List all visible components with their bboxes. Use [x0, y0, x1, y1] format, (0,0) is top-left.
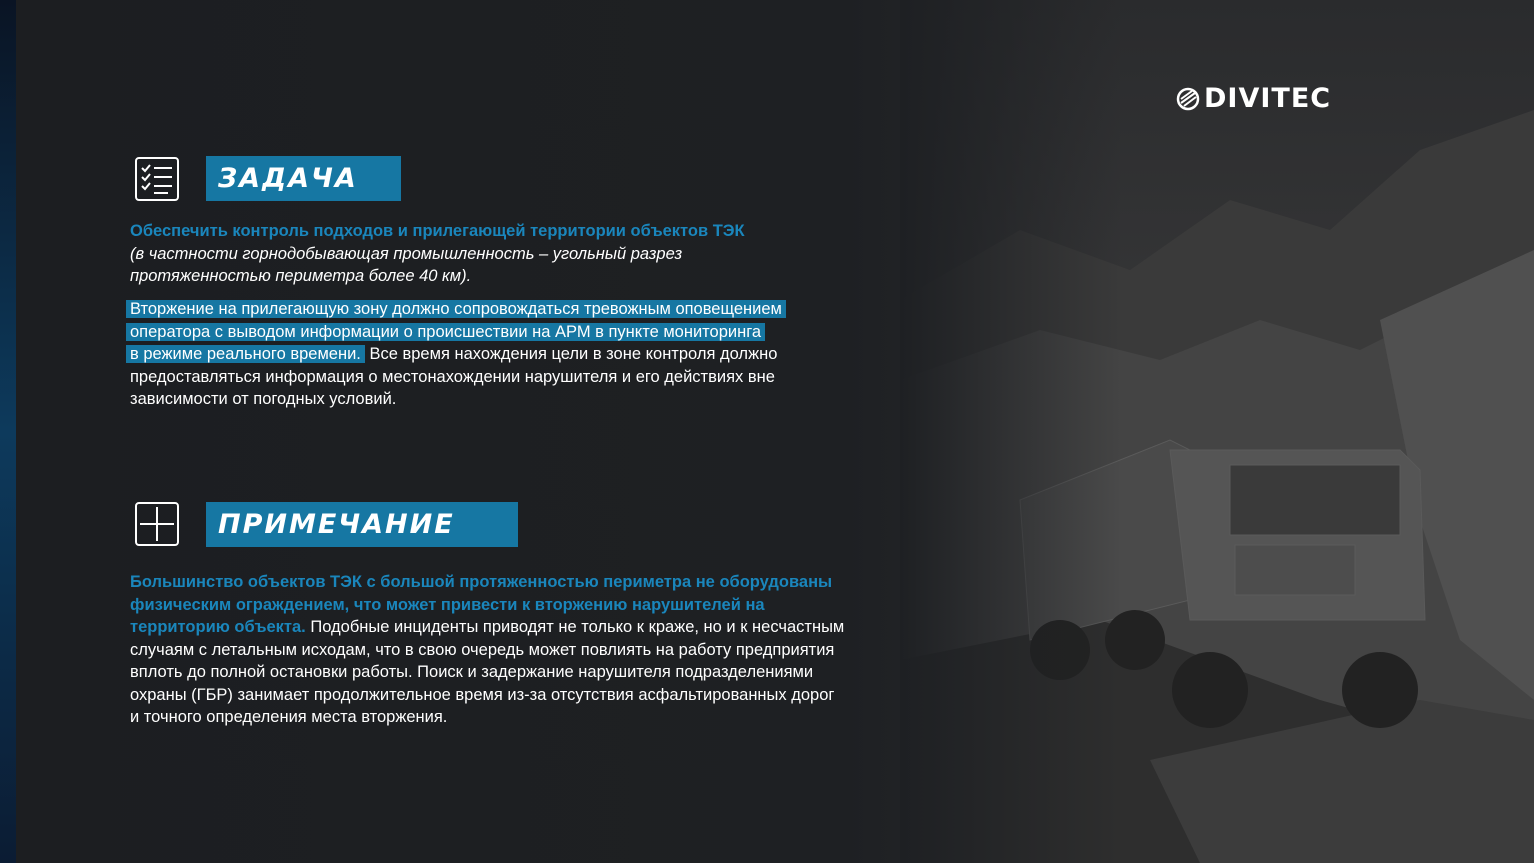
checklist-icon — [134, 156, 180, 202]
task-italic-line: (в частности горнодобывающая промышленность – угольный разрез — [130, 244, 683, 263]
mining-truck-photo — [900, 0, 1534, 863]
note-lead-line: территорию объекта. — [130, 618, 306, 636]
task-highlight-line: Вторжение на прилегающую зону должно сопровождаться тревожным оповещением — [126, 300, 786, 318]
left-edge-accent — [0, 0, 16, 863]
divitec-logo — [1176, 84, 1331, 114]
task-body — [130, 298, 786, 411]
plus-square-icon — [134, 501, 180, 547]
note-heading: ПРИМЕЧАНИЕ — [206, 502, 518, 547]
note-tail-line: вплоть до полной остановки работы. Поиск и задержание нарушителя подразделениями — [130, 663, 814, 681]
task-highlight-line: оператора с выводом информации о происшествии на АРМ в пункте мониторинга — [126, 323, 765, 341]
logo-text: DIVITEC — [1204, 83, 1332, 114]
task-italic-line: протяженностью периметра более 40 км). — [130, 267, 472, 285]
task-tail-first: Все время нахождения цели в зоне контроля должно — [364, 345, 778, 363]
task-tail-line: зависимости от погодных условий. — [130, 390, 397, 408]
note-body — [130, 571, 844, 729]
task-tail-line: предоставляться информация о местонахождении нарушителя и его действиях вне — [130, 367, 775, 386]
note-tail-line: охраны (ГБР) занимает продолжительное время из-за отсутствия асфальтированных дорог — [130, 685, 835, 704]
note-tail-line: случаям с летальным исходам, что в свою очередь может повлиять на работу предприятия — [130, 640, 835, 659]
task-description — [130, 220, 745, 288]
note-tail-line: и точного определения места вторжения. — [130, 708, 448, 726]
note-lead-line: физическим ограждением, что может привести к вторжению нарушителей на — [130, 595, 765, 614]
task-heading: ЗАДАЧА — [206, 156, 401, 201]
task-lead-line: Обеспечить контроль подходов и прилегающей территории объектов ТЭК — [130, 222, 745, 240]
note-lead-line: Большинство объектов ТЭК с большой протяженностью периметра не оборудованы — [130, 573, 833, 591]
task-highlight-line: в режиме реального времени. — [126, 345, 365, 363]
logo-globe-icon — [1176, 87, 1200, 111]
note-tail-first: Подобные инциденты приводят не только к краже, но и к несчастным — [305, 618, 845, 636]
